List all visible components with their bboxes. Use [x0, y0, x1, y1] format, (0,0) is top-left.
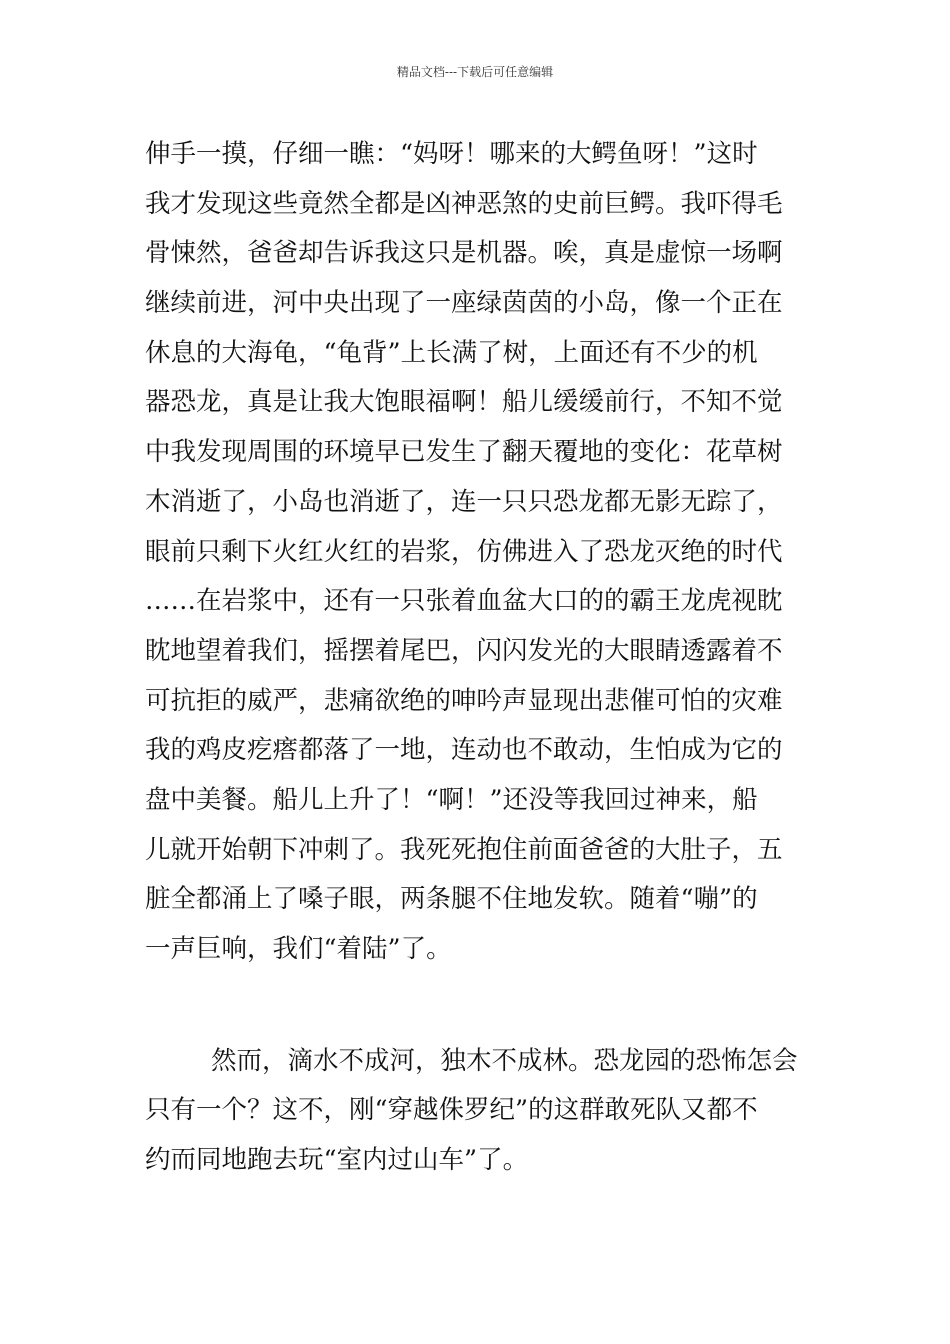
- text-line: 眼前只剩下火红火红的岩浆，仿佛进入了恐龙灭绝的时代: [145, 536, 783, 567]
- text-line: 我的鸡皮疙瘩都落了一地，连动也不敢动，生怕成为它的: [145, 735, 783, 766]
- text-line: 眈地望着我们，摇摆着尾巴，闪闪发光的大眼睛透露着不: [145, 635, 783, 666]
- document-body: [145, 130, 810, 1186]
- text-line: 脏全都涌上了嗓子眼，两条腿不住地发软。随着“嘣”的: [145, 884, 758, 915]
- text-line: 然而，滴水不成河，独木不成林。恐龙园的恐怖怎会: [211, 1045, 798, 1076]
- text-line: 我才发现这些竟然全都是凶神恶煞的史前巨鳄。我吓得毛: [145, 188, 783, 219]
- text-line: 休息的大海龟，“龟背”上长满了树，上面还有不少的机: [145, 337, 758, 368]
- text-line: 器恐龙，真是让我大饱眼福啊！船儿缓缓前行，不知不觉: [145, 387, 783, 418]
- text-line: 伸手一摸，仔细一瞧：“妈呀！哪来的大鳄鱼呀！”这时: [145, 139, 758, 169]
- text-line: 只有一个？这不，刚“穿越侏罗纪”的这群敢死队又都不: [145, 1095, 758, 1126]
- text-line: 木消逝了，小岛也消逝了，连一只只恐龙都无影无踪了，: [145, 486, 783, 517]
- page-header: 精品文档---下载后可任意编辑: [396, 65, 554, 79]
- text-line: 可抗拒的威严，悲痛欲绝的呻吟声显现出悲催可怕的灾难: [145, 685, 783, 716]
- text-line: ……在岩浆中，还有一只张着血盆大口的的霸王龙虎视眈: [145, 586, 783, 617]
- text-line: 盘中美餐。船儿上升了！“啊！”还没等我回过神来，船: [145, 784, 758, 815]
- paragraph-2: [145, 1037, 810, 1186]
- text-line: 约而同地跑去玩“室内过山车”了。: [145, 1145, 529, 1176]
- paragraph-spacer: [145, 975, 810, 1037]
- text-line: 继续前进，河中央出现了一座绿茵茵的小岛，像一个正在: [145, 288, 783, 319]
- text-line: 中我发现周围的环境早已发生了翻天覆地的变化：花草树: [145, 437, 783, 468]
- paragraph-1: [145, 130, 810, 975]
- text-line: 骨悚然，爸爸却告诉我这只是机器。唉，真是虚惊一场啊: [145, 238, 783, 269]
- text-line: 儿就开始朝下冲刺了。我死死抱住前面爸爸的大肚子，五: [145, 834, 783, 865]
- text-line: 一声巨响，我们“着陆”了。: [145, 934, 452, 964]
